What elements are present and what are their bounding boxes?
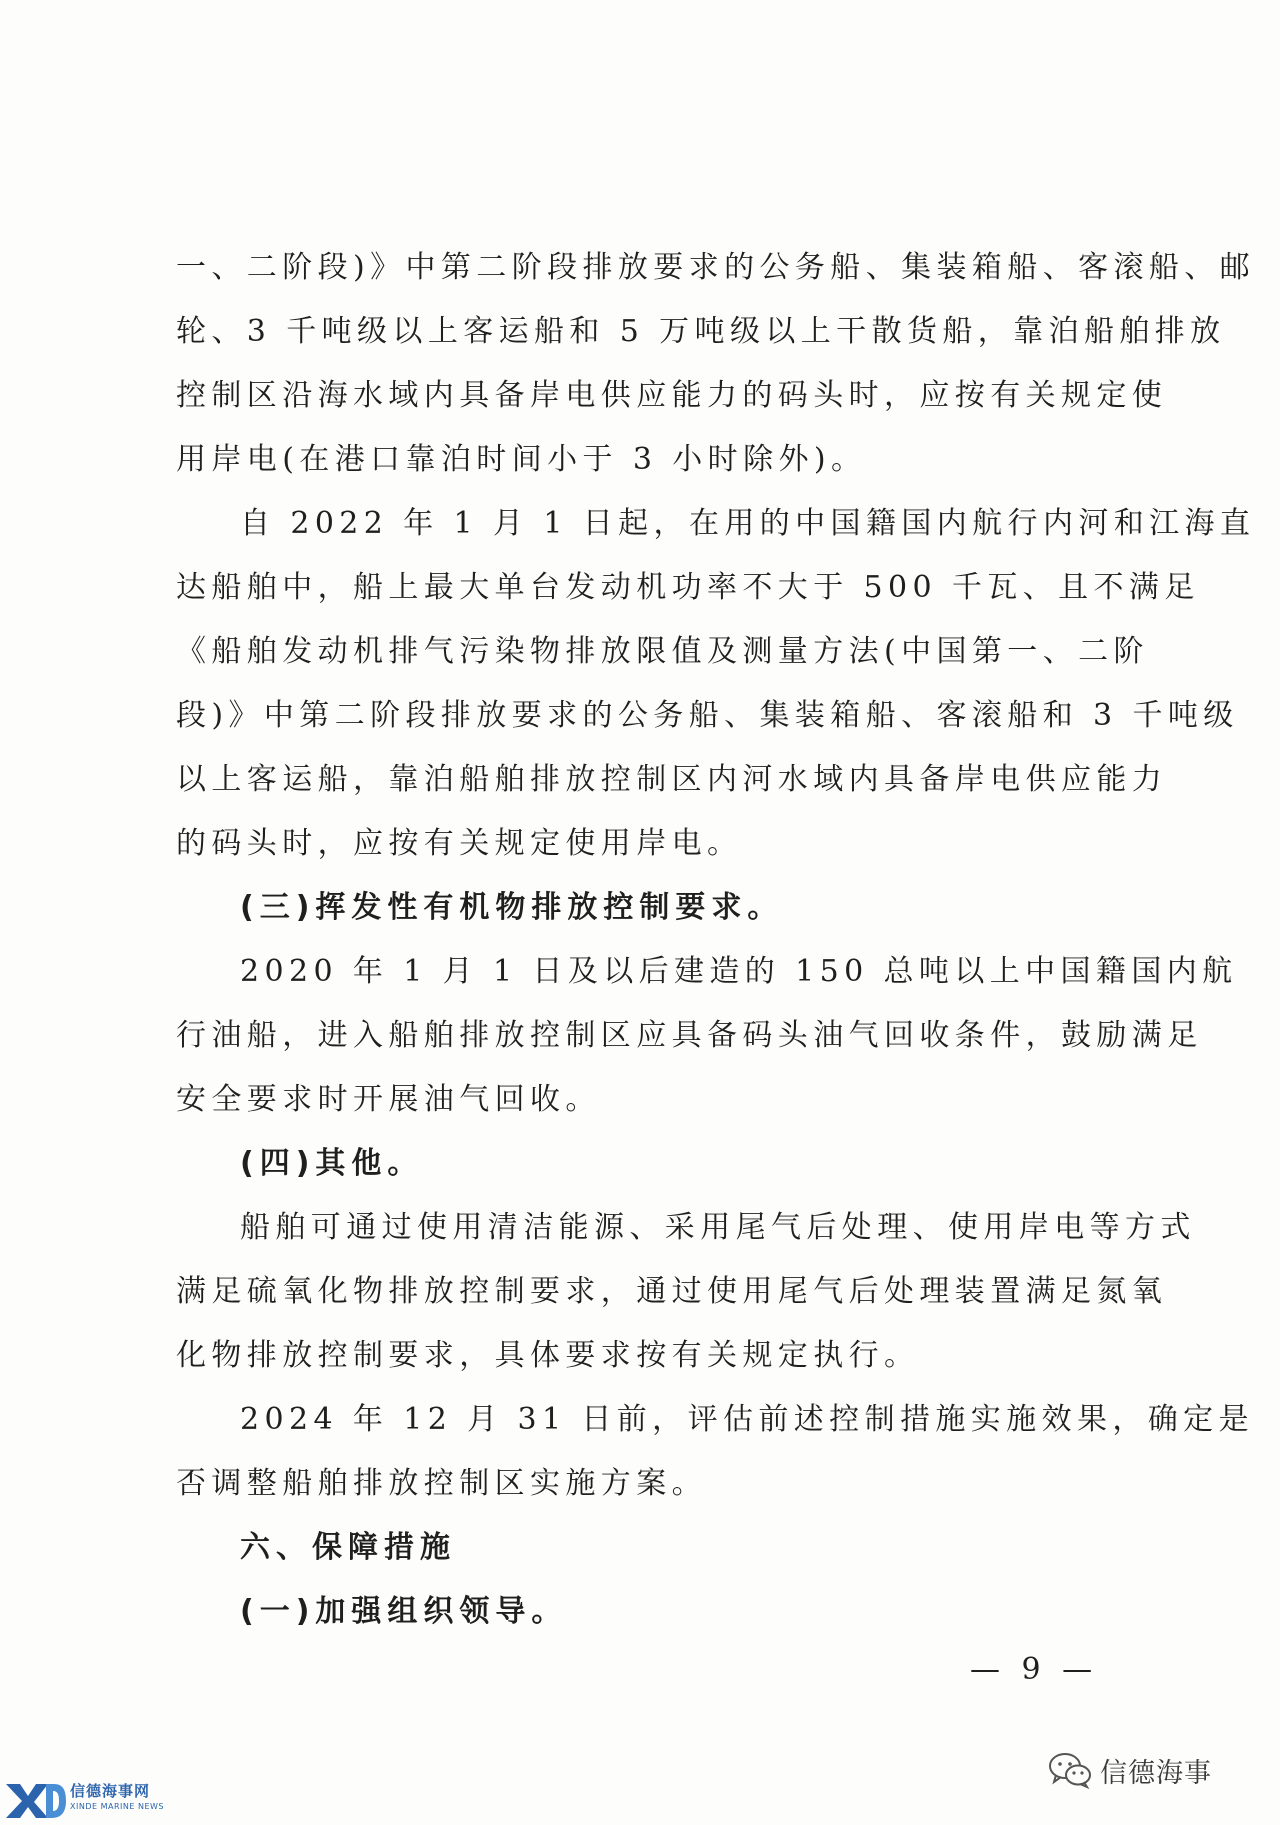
body-line: 自 2022 年 1 月 1 日起，在用的中国籍国内航行内河和江海直 xyxy=(240,506,1256,541)
wechat-icon xyxy=(1048,1751,1092,1789)
body-line: 否调整船舶排放控制区实施方案。 xyxy=(176,1466,707,1501)
body-line: 行油船，进入船舶排放控制区应具备码头油气回收条件，鼓励满足 xyxy=(176,1018,1203,1053)
logo-subtitle: XINDE MARINE NEWS xyxy=(70,1802,164,1811)
body-line: 2020 年 1 月 1 日及以后建造的 150 总吨以上中国籍国内航 xyxy=(240,954,1238,989)
body-line: 以上客运船，靠泊船舶排放控制区内河水域内具备岸电供应能力 xyxy=(176,762,1168,797)
chapter-heading: 六、保障措施 xyxy=(240,1530,456,1565)
section-heading: (四)其他。 xyxy=(240,1146,424,1181)
section-heading: (三)挥发性有机物排放控制要求。 xyxy=(240,890,784,925)
watermark-text: 信德海事 xyxy=(1100,1757,1212,1789)
body-line: 用岸电(在港口靠泊时间小于 3 小时除外)。 xyxy=(176,442,867,477)
body-line: 达船舶中，船上最大单台发动机功率不大于 500 千瓦、且不满足 xyxy=(176,570,1200,605)
body-line: 控制区沿海水域内具备岸电供应能力的码头时，应按有关规定使 xyxy=(176,378,1168,413)
body-line: 船舶可通过使用清洁能源、采用尾气后处理、使用岸电等方式 xyxy=(240,1210,1196,1245)
site-logo xyxy=(2,1778,172,1822)
body-line: 轮、3 千吨级以上客运船和 5 万吨级以上干散货船，靠泊船舶排放 xyxy=(176,314,1226,349)
body-line: 的码头时，应按有关规定使用岸电。 xyxy=(176,826,743,861)
body-line: 安全要求时开展油气回收。 xyxy=(176,1082,601,1117)
body-line: 《船舶发动机排气污染物排放限值及测量方法(中国第一、二阶 xyxy=(176,634,1149,669)
body-text xyxy=(176,236,1256,1644)
body-line: 化物排放控制要求，具体要求按有关规定执行。 xyxy=(176,1338,920,1373)
wechat-watermark xyxy=(1048,1748,1212,1792)
body-line: 一、二阶段)》中第二阶段排放要求的公务船、集装箱船、客滚船、邮 xyxy=(176,250,1256,285)
body-line: 2024 年 12 月 31 日前，评估前述控制措施实施效果，确定是 xyxy=(240,1402,1254,1437)
body-line: 段)》中第二阶段排放要求的公务船、集装箱船、客滚船和 3 千吨级 xyxy=(176,698,1239,733)
xd-logo-icon xyxy=(2,1778,66,1822)
page-number: — 9 — xyxy=(970,1652,1099,1687)
logo-title: 信德海事网 xyxy=(70,1782,151,1800)
body-line: 满足硫氧化物排放控制要求，通过使用尾气后处理装置满足氮氧 xyxy=(176,1274,1168,1309)
section-heading: (一)加强组织领导。 xyxy=(240,1594,568,1629)
